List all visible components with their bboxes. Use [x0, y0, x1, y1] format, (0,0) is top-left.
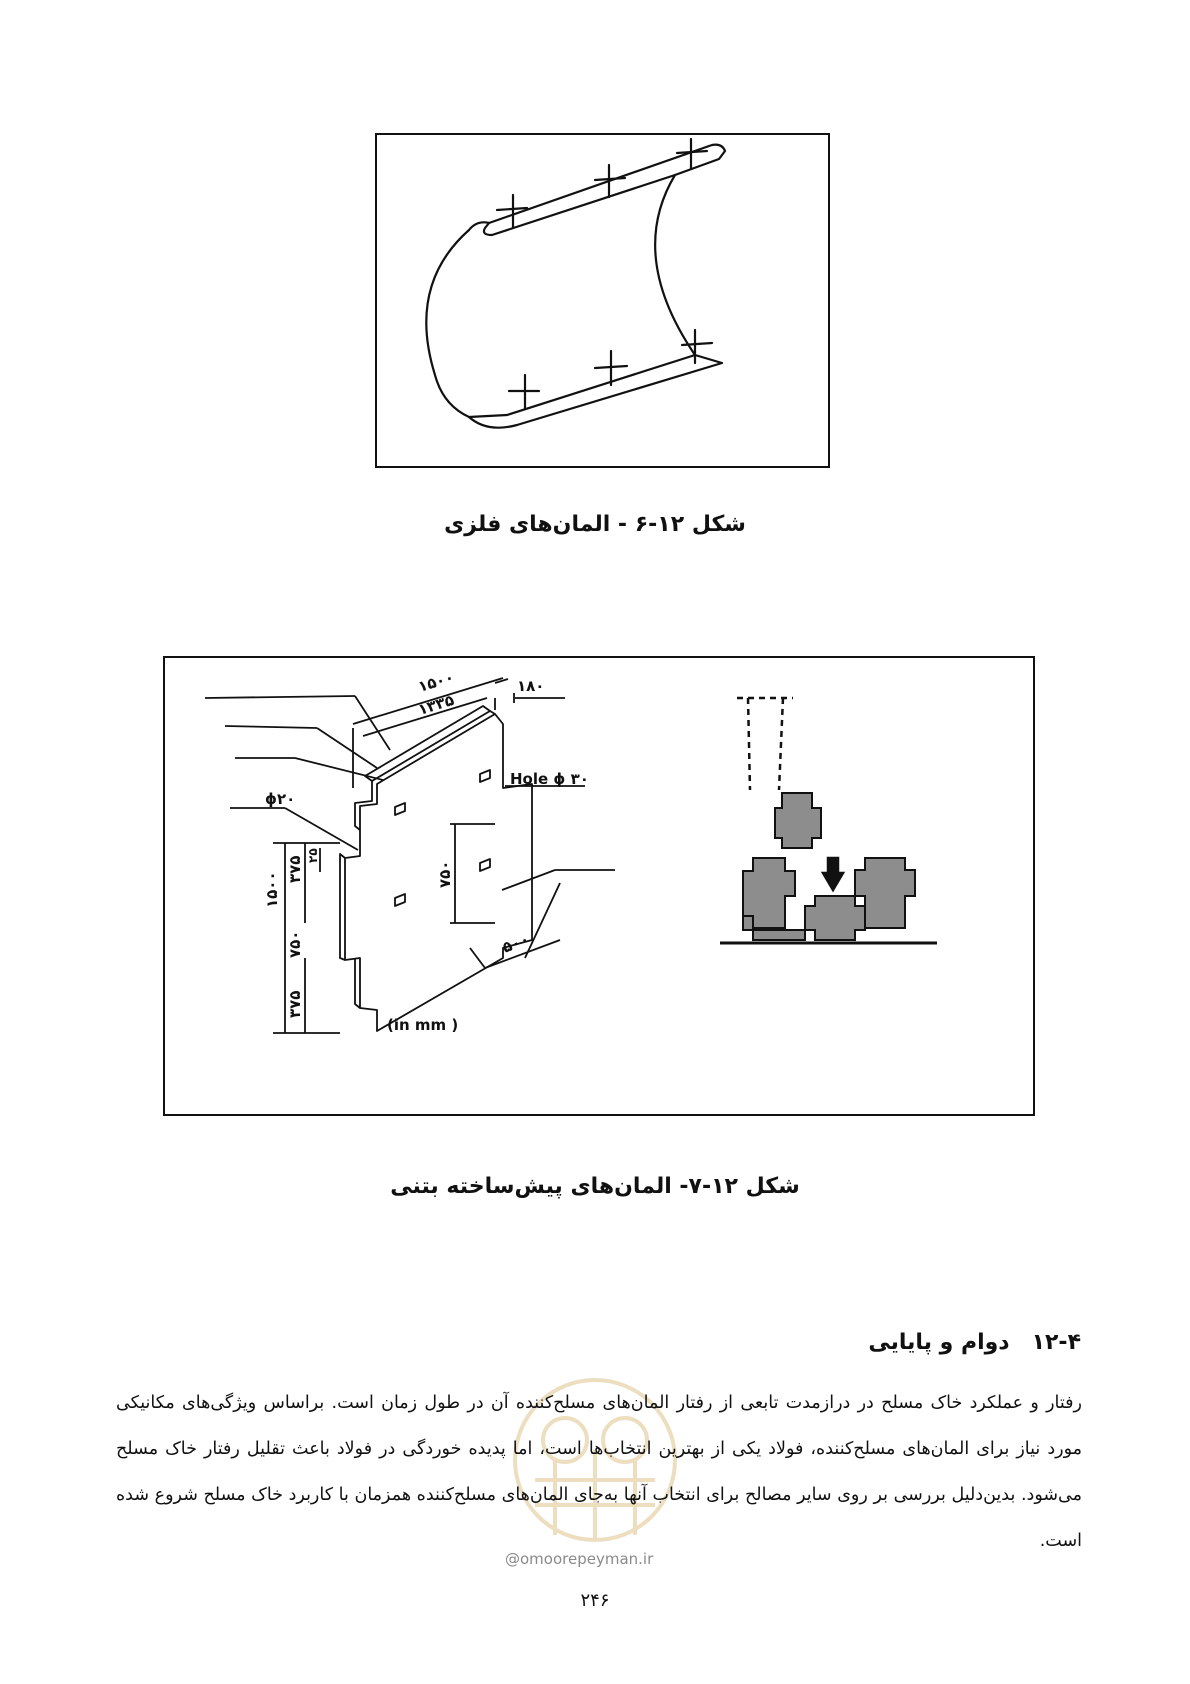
dim-750-right: ۷۵۰: [436, 860, 454, 888]
dim-500: ۵۰۰: [499, 929, 532, 957]
metal-element-drawing: [377, 135, 828, 466]
section-number: ۱۲-۴: [1031, 1330, 1081, 1355]
dim-1500-left: ۱۵۰۰: [263, 871, 281, 908]
section-paragraph: رفتار و عملکرد خاک مسلح در درازمدت تابعی از رفتار المان‌های مسلح‌کننده آن در طول زمان است. براساس ویژگی‌های مکانیکی مورد نیاز برای المان‌های مسلح‌کننده، فولاد یکی از بهترین انتخاب‌ها است، اما پدیده خوردگی در فولاد باعث تقلیل رفتار خاک مسلح می‌شود. بدین‌دلیل بررسی بر روی سایر مصالح برای انتخاب آنها به‌جای المان‌های مسلح‌کننده همزمان با کاربرد خاک مسلح شروع شده است.: [116, 1393, 1082, 1551]
figure-caption-precast: شکل ۱۲-۷- المان‌های پیش‌ساخته بتنی: [390, 1174, 800, 1199]
page-number: ۲۴۶: [580, 1590, 610, 1611]
figure-metal-elements: [375, 133, 830, 468]
units-label: (in mm ): [387, 1016, 459, 1034]
dim-180: ۱۸۰: [517, 677, 545, 695]
dim-25: ۲۵: [306, 848, 320, 863]
watermark-url: @omoorepeyman.ir: [505, 1550, 654, 1568]
hole-label: Hole ϕ ۳۰: [510, 770, 589, 788]
precast-panel-drawing: [165, 658, 1033, 1114]
section-title: دوام و پایایی: [868, 1330, 1010, 1355]
dim-1500-top: ۱۵۰۰: [415, 667, 457, 696]
figure-caption-metal: شکل ۱۲-۶ - المان‌های فلزی: [444, 512, 746, 537]
dim-1335: ۱۳۳۵: [415, 690, 457, 719]
section-heading: [868, 1330, 1081, 1355]
dim-375-top: ۳۷۵: [286, 855, 304, 883]
phi20-label: ϕ۲۰: [265, 790, 296, 808]
dim-750-left: ۷۵۰: [286, 930, 304, 958]
figure-precast-concrete: [163, 656, 1035, 1116]
dim-375-bottom: ۳۷۵: [286, 990, 304, 1018]
